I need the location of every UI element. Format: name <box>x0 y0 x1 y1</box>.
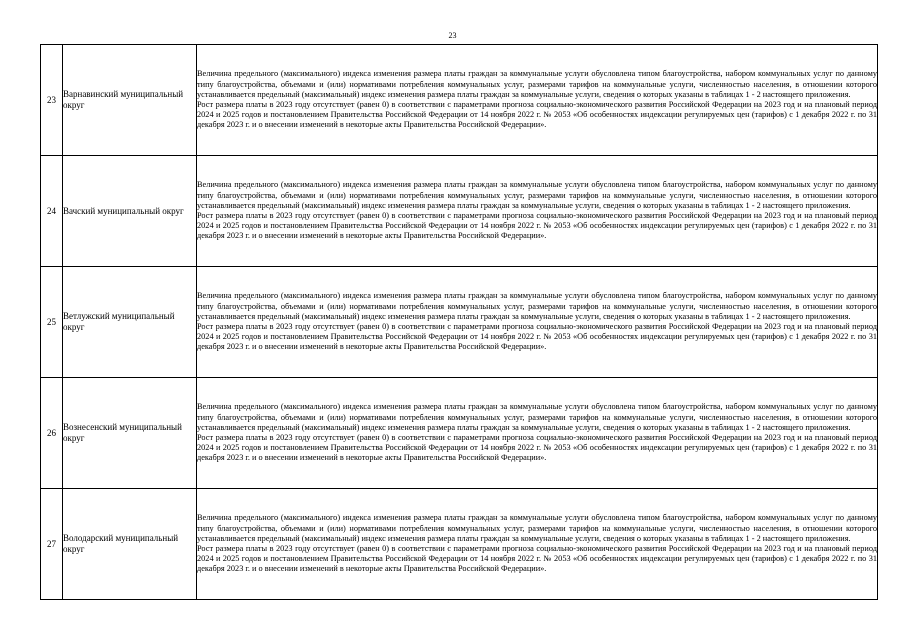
justification-paragraph: Величина предельного (максимального) индекса изменения размера платы граждан за коммунальные услуги обусловлена типом благоустройства, набором коммунальных услуг по данному типу благоустройства, объемами и (или) нормативами потребления коммунальных услуг, размерами тарифов на коммунальные услуги, численностью населения, в отношении которого устанавливается предельный (максимальный) индекс изменения размера платы граждан за коммунальные услуги, сведения о которых указаны в таблицах 1 - 2 настоящего приложения. <box>197 402 877 432</box>
justification-paragraph: Величина предельного (максимального) индекса изменения размера платы граждан за коммунальные услуги обусловлена типом благоустройства, набором коммунальных услуг по данному типу благоустройства, объемами и (или) нормативами потребления коммунальных услуг, размерами тарифов на коммунальные услуги, численностью населения, в отношении которого устанавливается предельный (максимальный) индекс изменения размера платы граждан за коммунальные услуги, сведения о которых указаны в таблицах 1 - 2 настоящего приложения. <box>197 513 877 543</box>
growth-paragraph: Рост размера платы в 2023 году отсутствует (равен 0) в соответствии с параметрами прогноза социально-экономического развития Российской Федерации на 2023 год и на плановый период 2024 и 2025 годов и постановлением Правительства Российской Федерации от 14 ноября 2022 г. № 2053 «Об особенностях индексации регулируемых цен (тарифов) с 1 декабря 2022 г. по 31 декабря 2023 г. и о внесении изменений в некоторые акты Правительства Российской Федерации». <box>197 544 877 574</box>
justification-text <box>197 156 878 267</box>
municipality-name: Володарский муниципальный округ <box>63 489 197 600</box>
justification-paragraph: Величина предельного (максимального) индекса изменения размера платы граждан за коммунальные услуги обусловлена типом благоустройства, набором коммунальных услуг по данному типу благоустройства, объемами и (или) нормативами потребления коммунальных услуг, размерами тарифов на коммунальные услуги, численностью населения, в отношении которого устанавливается предельный (максимальный) индекс изменения размера платы граждан за коммунальные услуги, сведения о которых указаны в таблицах 1 - 2 настоящего приложения. <box>197 291 877 321</box>
row-number: 23 <box>41 45 63 156</box>
growth-paragraph: Рост размера платы в 2023 году отсутствует (равен 0) в соответствии с параметрами прогноза социально-экономического развития Российской Федерации на 2023 год и на плановый период 2024 и 2025 годов и постановлением Правительства Российской Федерации от 14 ноября 2022 г. № 2053 «Об особенностях индексации регулируемых цен (тарифов) с 1 декабря 2022 г. по 31 декабря 2023 г. и о внесении изменений в некоторые акты Правительства Российской Федерации». <box>197 433 877 463</box>
row-number: 25 <box>41 267 63 378</box>
justification-paragraph: Величина предельного (максимального) индекса изменения размера платы граждан за коммунальные услуги обусловлена типом благоустройства, набором коммунальных услуг по данному типу благоустройства, объемами и (или) нормативами потребления коммунальных услуг, размерами тарифов на коммунальные услуги, численностью населения, в отношении которого устанавливается предельный (максимальный) индекс изменения размера платы граждан за коммунальные услуги, сведения о которых указаны в таблицах 1 - 2 настоящего приложения. <box>197 180 877 210</box>
justification-paragraph: Величина предельного (максимального) индекса изменения размера платы граждан за коммунальные услуги обусловлена типом благоустройства, набором коммунальных услуг по данному типу благоустройства, объемами и (или) нормативами потребления коммунальных услуг, размерами тарифов на коммунальные услуги, численностью населения, в отношении которого устанавливается предельный (максимальный) индекс изменения размера платы граждан за коммунальные услуги, сведения о которых указаны в таблицах 1 - 2 настоящего приложения. <box>197 69 877 99</box>
table-row <box>41 489 878 600</box>
justification-text <box>197 45 878 156</box>
row-number: 27 <box>41 489 63 600</box>
table-row <box>41 378 878 489</box>
growth-paragraph: Рост размера платы в 2023 году отсутствует (равен 0) в соответствии с параметрами прогноза социально-экономического развития Российской Федерации на 2023 год и на плановый период 2024 и 2025 годов и постановлением Правительства Российской Федерации от 14 ноября 2022 г. № 2053 «Об особенностях индексации регулируемых цен (тарифов) с 1 декабря 2022 г. по 31 декабря 2023 г. и о внесении изменений в некоторые акты Правительства Российской Федерации». <box>197 211 877 241</box>
growth-paragraph: Рост размера платы в 2023 году отсутствует (равен 0) в соответствии с параметрами прогноза социально-экономического развития Российской Федерации на 2023 год и на плановый период 2024 и 2025 годов и постановлением Правительства Российской Федерации от 14 ноября 2022 г. № 2053 «Об особенностях индексации регулируемых цен (тарифов) с 1 декабря 2022 г. по 31 декабря 2023 г. и о внесении изменений в некоторые акты Правительства Российской Федерации». <box>197 322 877 352</box>
row-number: 26 <box>41 378 63 489</box>
municipality-table <box>40 44 878 600</box>
municipality-name: Ветлужский муниципальный округ <box>63 267 197 378</box>
justification-text <box>197 267 878 378</box>
growth-paragraph: Рост размера платы в 2023 году отсутствует (равен 0) в соответствии с параметрами прогноза социально-экономического развития Российской Федерации на 2023 год и на плановый период 2024 и 2025 годов и постановлением Правительства Российской Федерации от 14 ноября 2022 г. № 2053 «Об особенностях индексации регулируемых цен (тарифов) с 1 декабря 2022 г. по 31 декабря 2023 г. и о внесении изменений в некоторые акты Правительства Российской Федерации». <box>197 100 877 130</box>
page-number: 23 <box>448 31 457 40</box>
municipality-name: Вознесенский муниципальный округ <box>63 378 197 489</box>
table-row <box>41 156 878 267</box>
municipality-name: Вачский муниципальный округ <box>63 156 197 267</box>
row-number: 24 <box>41 156 63 267</box>
justification-text <box>197 489 878 600</box>
table-row <box>41 45 878 156</box>
table-row <box>41 267 878 378</box>
justification-text <box>197 378 878 489</box>
municipality-name: Варнавинский муниципальный округ <box>63 45 197 156</box>
